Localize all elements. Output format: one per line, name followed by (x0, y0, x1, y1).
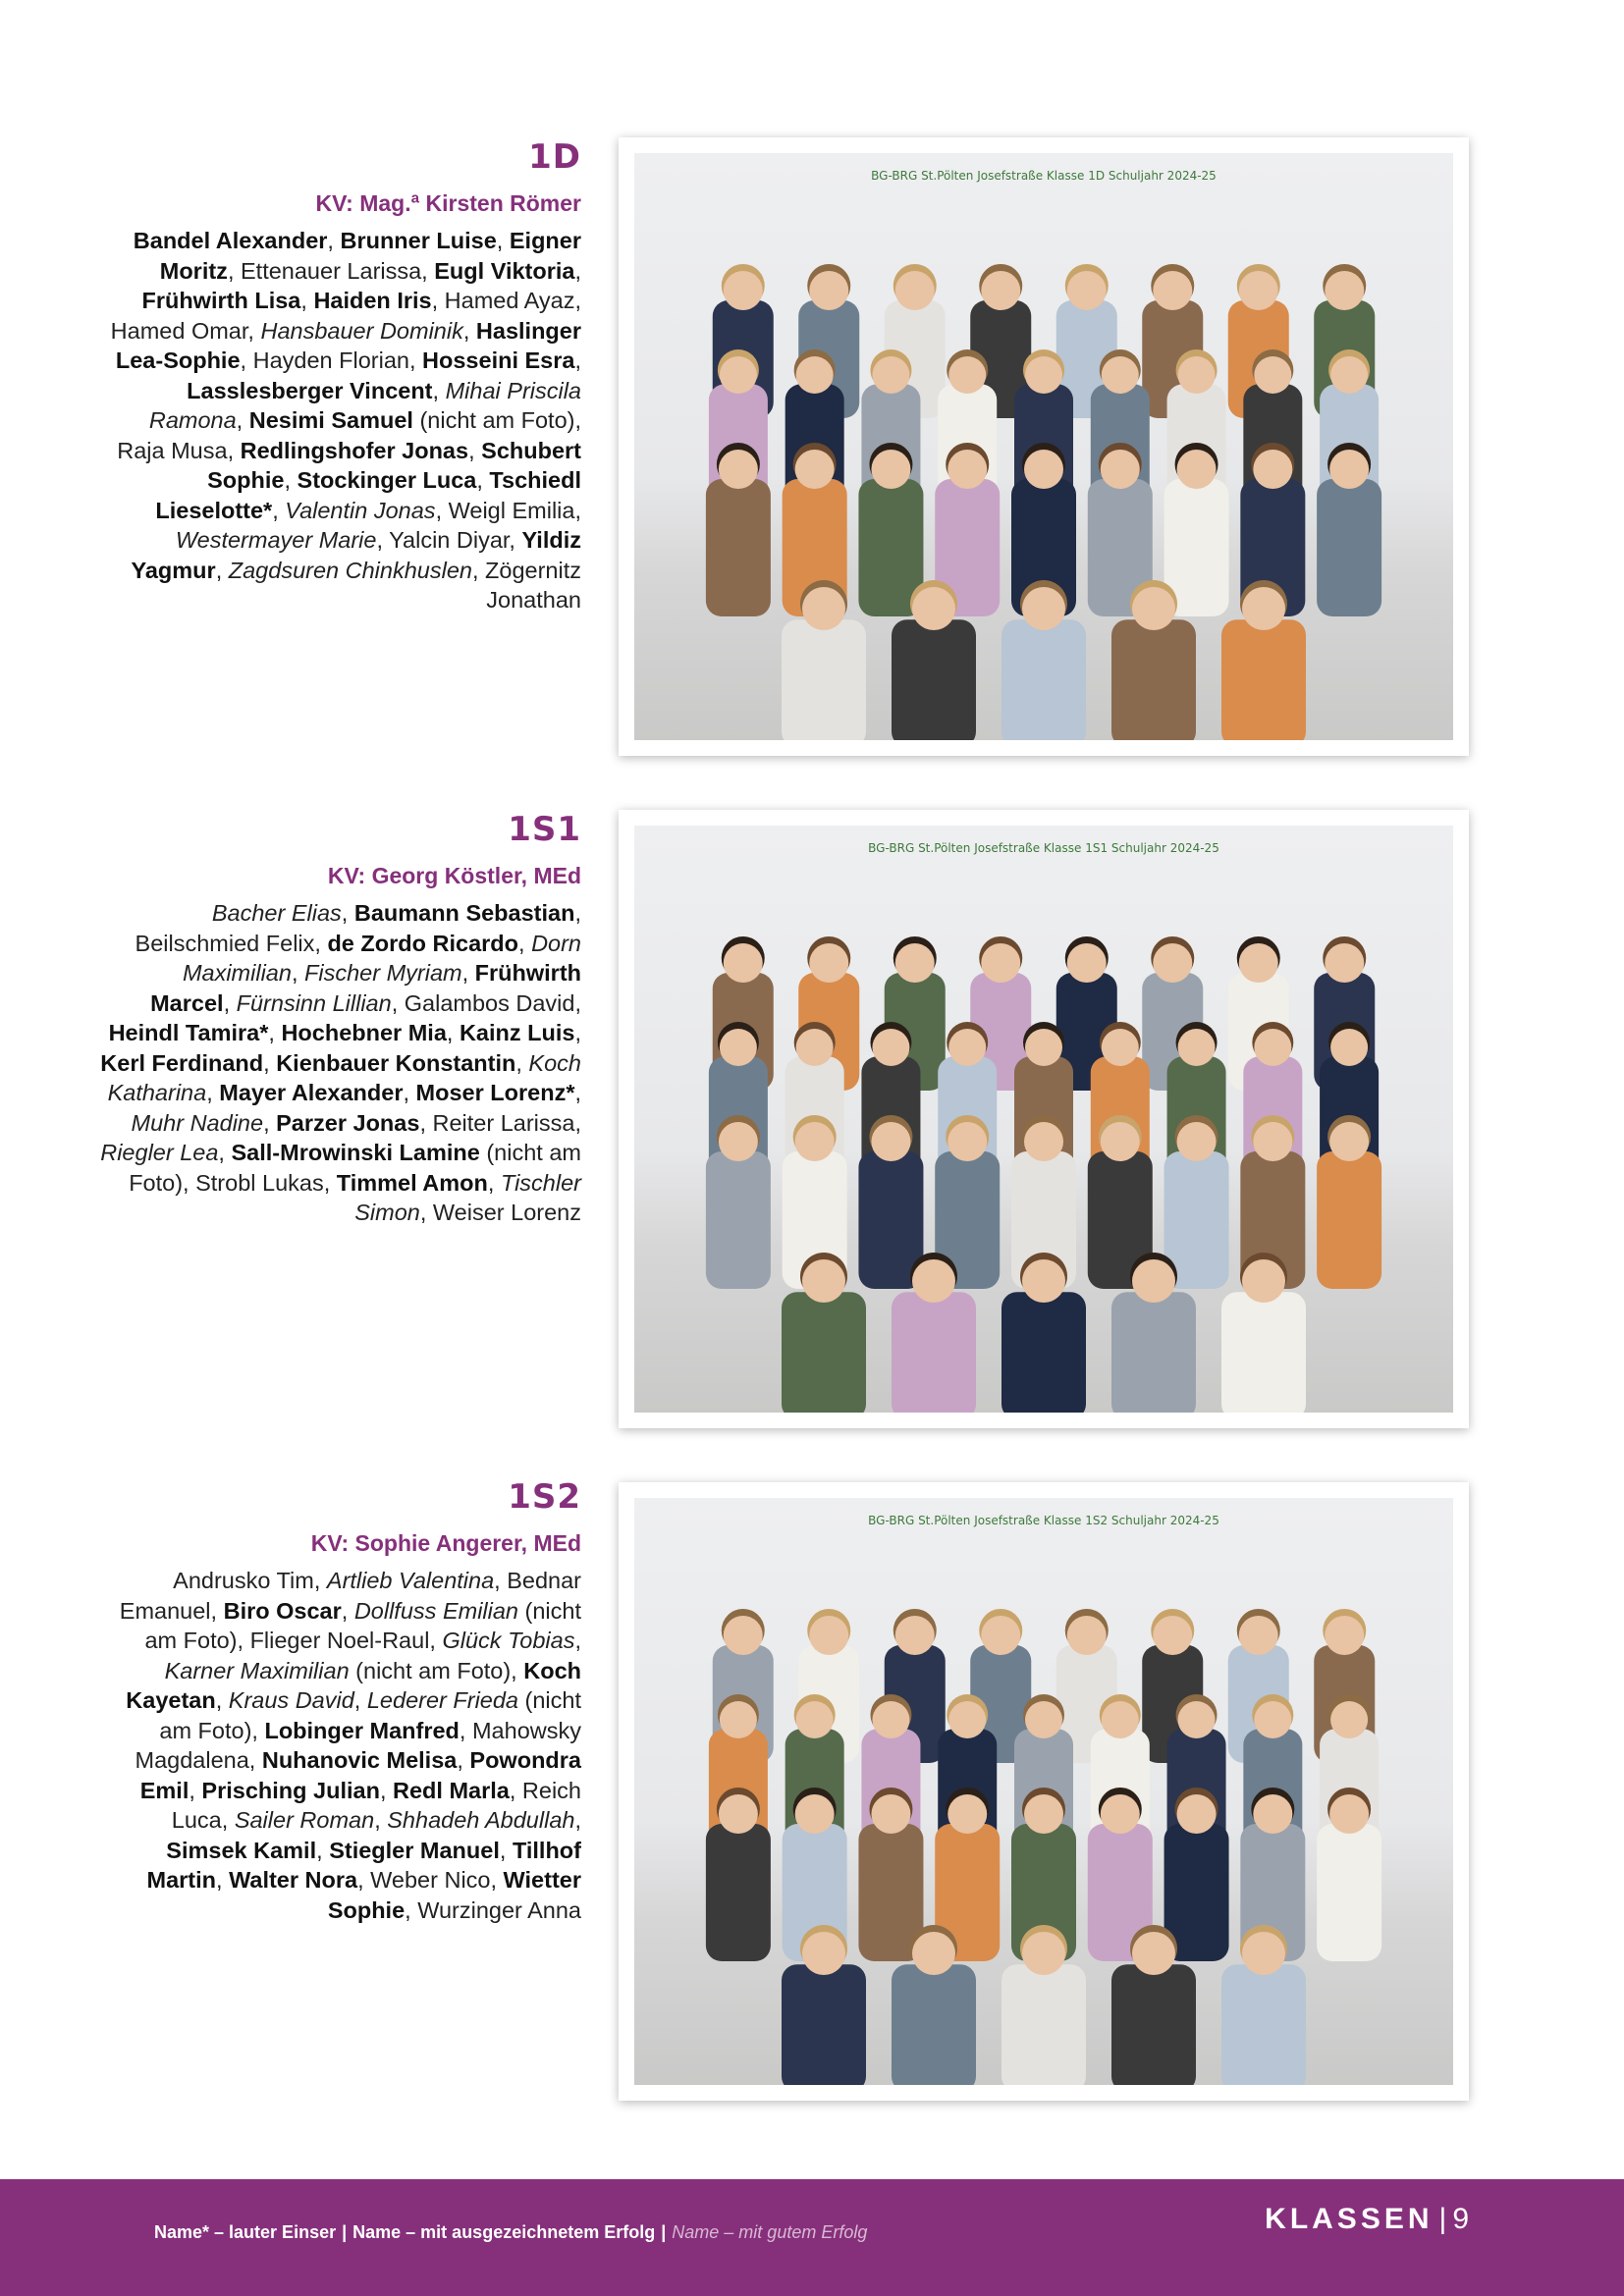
person-head (1024, 450, 1063, 489)
person-head (1330, 1701, 1368, 1738)
name-text: , (215, 1687, 229, 1713)
name-text: , (218, 1140, 232, 1165)
name-text: , Zögernitz Jonathan (471, 557, 581, 613)
page-marker (1265, 2203, 1469, 2236)
name-text: , (263, 1049, 277, 1076)
person-head (1329, 1122, 1369, 1161)
student-name: Tschiedl Lieselotte* (155, 467, 581, 523)
person-head (1177, 450, 1217, 489)
grade-legend (154, 2222, 867, 2243)
name-text: , (499, 1837, 513, 1863)
person-body (1221, 1964, 1306, 2085)
student-name: Tischler Simon (354, 1169, 581, 1225)
person-head (1178, 1029, 1216, 1066)
student-name: Karner Maximilian (164, 1657, 350, 1683)
person-head (1254, 356, 1291, 394)
student-name: Dollfuss Emilian (353, 1597, 518, 1624)
person-head (1025, 1029, 1062, 1066)
name-text: , (446, 1020, 460, 1045)
person-body (1317, 479, 1381, 616)
name-text: , (284, 467, 298, 493)
person-body (706, 479, 771, 616)
name-text: , (300, 288, 314, 313)
name-text: (nicht am Foto), (349, 1657, 524, 1683)
class-teacher: KV: Georg Köstler, MEd (327, 863, 581, 888)
name-text: (nicht am Foto), Raja Musa, (117, 407, 581, 463)
person-body (1111, 1292, 1196, 1413)
student-name: Hansbauer Dominik (260, 317, 463, 344)
person-head (796, 356, 834, 394)
student-name: Stockinger Luca (297, 467, 477, 493)
person-body (782, 1292, 866, 1413)
student-name: Redl Marla (393, 1777, 510, 1803)
student-name: Biro Oscar (223, 1597, 342, 1624)
person-head (724, 1616, 763, 1655)
class-info (98, 137, 581, 615)
class-title: 1S1 (508, 810, 581, 849)
name-text: Andrusko Tim, (173, 1568, 327, 1593)
person-head (795, 450, 835, 489)
name-text: , (215, 557, 229, 583)
student-name: Mayer Alexander (219, 1080, 404, 1105)
name-text: , (574, 257, 581, 284)
class-photo (634, 826, 1453, 1413)
person-body (1001, 1292, 1086, 1413)
student-name: Lasslesberger Vincent (187, 377, 433, 403)
person-body (892, 1964, 976, 2085)
student-name: Shhadeh Abdullah (387, 1807, 575, 1833)
student-list (98, 226, 581, 615)
person-head (1067, 943, 1107, 983)
person-head (1254, 1701, 1291, 1738)
student-name: Schubert Sophie (207, 437, 581, 493)
person-head (872, 1029, 909, 1066)
person-body (892, 619, 976, 740)
person-head (1177, 1794, 1217, 1834)
person-head (1025, 356, 1062, 394)
name-text: , (341, 1597, 354, 1624)
person-head (1329, 1794, 1369, 1834)
person-head (1132, 1932, 1175, 1975)
name-text: , Mahowsky Magdalena, (135, 1717, 581, 1773)
person-head (1067, 1616, 1107, 1655)
person-head (1239, 943, 1278, 983)
person-body (1221, 1292, 1306, 1413)
name-text: , Yalcin Diyar, (376, 527, 522, 553)
student-name: Heindl Tamira* (108, 1020, 269, 1045)
student-name: Glück Tobias (442, 1628, 575, 1653)
photo-caption: BG-BRG St.Pölten Josefstraße Klasse 1S1 Schuljahr 2024-25 (868, 841, 1219, 855)
name-text: , (515, 1049, 529, 1076)
name-text: , Ettenauer Larissa, (227, 257, 435, 284)
person-head (802, 587, 845, 630)
person-head (1253, 450, 1292, 489)
student-name: Redlingshofer Jonas (240, 437, 469, 463)
person-body (706, 1151, 771, 1289)
class-title: 1S2 (508, 1477, 581, 1517)
person-head (1239, 1616, 1278, 1655)
student-name: Koch Katharina (107, 1049, 581, 1105)
name-text: , (272, 497, 286, 523)
group-photo-illustration (634, 1498, 1453, 2085)
person-head (719, 450, 758, 489)
name-text: , Wurzinger Anna (405, 1896, 581, 1923)
person-head (912, 587, 955, 630)
student-name: Haslinger Lea-Sophie (115, 317, 581, 373)
class-title: 1D (528, 137, 581, 177)
name-text: , (263, 1109, 277, 1136)
name-text: , Weigl Emilia, (435, 497, 581, 523)
person-head (724, 943, 763, 983)
class-photo (634, 153, 1453, 740)
student-name: Timmel Amon (336, 1169, 488, 1196)
person-body (1001, 1964, 1086, 2085)
student-name: Zagdsuren Chinkhuslen (228, 557, 472, 583)
student-name: Tillhof Martin (146, 1837, 581, 1893)
person-head (1067, 271, 1107, 310)
student-name: Eigner Moritz (159, 228, 581, 284)
person-head (1242, 587, 1285, 630)
person-head (872, 1701, 909, 1738)
person-head (948, 1701, 986, 1738)
student-name: Mihai Priscila Ramona (148, 377, 581, 433)
group-photo-illustration (634, 153, 1453, 740)
student-name: Frühwirth Lisa (141, 288, 301, 313)
person-head (948, 1029, 986, 1066)
person-head (947, 1122, 987, 1161)
name-text: , Hayden Florian, (240, 347, 423, 373)
person-head (1242, 1259, 1285, 1303)
name-text: , (353, 1687, 367, 1713)
name-text: , (223, 989, 237, 1016)
name-text: (nicht am Foto), (159, 1687, 581, 1743)
name-text: , (236, 407, 249, 433)
name-text: , (574, 1080, 581, 1105)
name-text: , (341, 900, 354, 926)
name-text: , Weber Nico, (357, 1867, 504, 1893)
person-head (1022, 1932, 1065, 1975)
person-body (706, 1824, 771, 1961)
class-teacher: KV: Mag.ª Kirsten Römer (315, 190, 581, 216)
person-head (895, 1616, 935, 1655)
student-name: Kienbauer Konstantin (276, 1049, 516, 1076)
student-name: Simsek Kamil (166, 1837, 317, 1863)
group-photo-illustration (634, 826, 1453, 1413)
person-head (1025, 1701, 1062, 1738)
class-photo (634, 1498, 1453, 2085)
photo-caption: BG-BRG St.Pölten Josefstraße Klasse 1S2 Schuljahr 2024-25 (868, 1514, 1219, 1527)
person-head (720, 356, 757, 394)
name-text: (nicht am Foto), Strobl Lukas, (129, 1140, 581, 1196)
name-text: , (487, 1169, 501, 1196)
person-body (892, 1292, 976, 1413)
name-text: , Reich Luca, (171, 1777, 581, 1833)
legend-italic: Name – mit gutem Erfolg (672, 2222, 868, 2242)
person-head (1330, 356, 1368, 394)
person-head (1132, 1259, 1175, 1303)
person-head (1132, 587, 1175, 630)
person-body (1317, 1824, 1381, 1961)
person-head (724, 271, 763, 310)
person-head (1022, 587, 1065, 630)
name-text: , Weiser Lorenz (419, 1200, 581, 1225)
person-head (1153, 943, 1192, 983)
name-text: , (496, 228, 510, 253)
photo-caption: BG-BRG St.Pölten Josefstraße Klasse 1D Schuljahr 2024-25 (871, 169, 1217, 183)
section-label: KLASSEN (1265, 2203, 1434, 2235)
name-text: , Reiter Larissa, (419, 1109, 581, 1136)
person-head (981, 943, 1020, 983)
name-text: , (476, 467, 490, 493)
student-name: Hosseini Esra (422, 347, 575, 373)
person-head (1254, 1029, 1291, 1066)
class-info (98, 810, 581, 1228)
person-body (782, 1964, 866, 2085)
person-head (796, 1701, 834, 1738)
student-name: Nuhanovic Melisa (261, 1747, 458, 1773)
student-name: Kerl Ferdinand (100, 1049, 264, 1076)
legend-bold: Name – mit ausgezeichnetem Erfolg (352, 2222, 656, 2242)
student-name: Sailer Roman (234, 1807, 375, 1833)
person-head (802, 1259, 845, 1303)
person-head (981, 1616, 1020, 1655)
student-name: Walter Nora (229, 1867, 358, 1893)
student-name: Stiegler Manuel (329, 1837, 500, 1863)
student-name: Muhr Nadine (131, 1109, 264, 1136)
name-text: , (206, 1080, 220, 1105)
person-head (1102, 1029, 1139, 1066)
student-name: Bandel Alexander (133, 228, 328, 253)
person-head (1178, 356, 1216, 394)
name-text: , (379, 1777, 394, 1803)
person-head (1325, 1616, 1364, 1655)
class-photo-frame (619, 810, 1469, 1428)
student-name: Dorn Maximilian (182, 930, 581, 986)
name-text: , Hamed Ayaz, Hamed Omar, (110, 288, 581, 344)
person-head (1253, 1122, 1292, 1161)
person-head (795, 1122, 835, 1161)
person-head (1153, 271, 1192, 310)
student-list (98, 1566, 581, 1925)
student-name: Powondra Emil (139, 1747, 581, 1803)
person-head (1102, 356, 1139, 394)
name-text: , (316, 1837, 330, 1863)
student-name: Moser Lorenz* (415, 1080, 575, 1105)
person-head (895, 943, 935, 983)
page-separator: | (1438, 2203, 1447, 2235)
person-head (1177, 1122, 1217, 1161)
legend-separator: | (342, 2222, 348, 2242)
person-head (1178, 1701, 1216, 1738)
person-head (871, 450, 910, 489)
name-text: , (327, 228, 341, 253)
page-footer (0, 2179, 1624, 2296)
name-text: , (574, 347, 581, 373)
student-name: Kraus David (228, 1687, 354, 1713)
person-head (720, 1701, 757, 1738)
person-head (1325, 271, 1364, 310)
person-head (895, 271, 935, 310)
person-head (1330, 1029, 1368, 1066)
student-name: Riegler Lea (100, 1140, 219, 1165)
person-head (1022, 1259, 1065, 1303)
name-text: , (403, 1080, 416, 1105)
student-list (98, 898, 581, 1228)
person-body (782, 619, 866, 740)
name-text: , (462, 317, 476, 344)
person-head (912, 1932, 955, 1975)
person-head (1102, 1701, 1139, 1738)
person-head (720, 1029, 757, 1066)
person-body (1221, 619, 1306, 740)
student-name: Lederer Frieda (366, 1687, 518, 1713)
student-name: Koch Kayetan (126, 1657, 581, 1713)
name-text: , (461, 960, 475, 986)
person-head (1153, 1616, 1192, 1655)
person-head (948, 356, 986, 394)
person-head (872, 356, 909, 394)
person-head (871, 1122, 910, 1161)
name-text: , (189, 1777, 202, 1803)
student-name: de Zordo Ricardo (327, 930, 518, 956)
student-name: Parzer Jonas (276, 1109, 420, 1136)
page-number: 9 (1452, 2203, 1469, 2235)
person-body (1001, 619, 1086, 740)
name-text: , (291, 960, 304, 986)
student-name: Eugl Viktoria (434, 257, 575, 284)
legend-star: Name* – lauter Einser (154, 2222, 337, 2242)
student-name: Valentin Jonas (285, 497, 436, 523)
person-body (1317, 1151, 1381, 1289)
person-head (1239, 271, 1278, 310)
student-name: Fürnsinn Lillian (236, 989, 392, 1016)
person-head (796, 1029, 834, 1066)
person-head (802, 1932, 845, 1975)
name-text: , (468, 437, 482, 463)
person-head (1253, 1794, 1292, 1834)
person-head (1101, 450, 1140, 489)
name-text: , Bednar Emanuel, (119, 1568, 581, 1624)
name-text: , Galambos David, (391, 989, 581, 1016)
student-name: Bacher Elias (211, 900, 342, 926)
person-head (1024, 1794, 1063, 1834)
name-text: , Beilschmied Felix, (135, 900, 581, 956)
person-head (981, 271, 1020, 310)
person-head (719, 1122, 758, 1161)
name-text: , (518, 930, 532, 956)
person-head (1242, 1932, 1285, 1975)
name-text: , (432, 377, 446, 403)
student-name: Brunner Luise (340, 228, 497, 253)
student-name: Prisching Julian (201, 1777, 380, 1803)
name-text: , (574, 1020, 581, 1045)
person-head (1101, 1122, 1140, 1161)
person-head (871, 1794, 910, 1834)
person-head (809, 1616, 848, 1655)
name-text: , (268, 1020, 282, 1045)
name-text: (nicht am Foto), Flieger Noel-Raul, (144, 1597, 581, 1653)
student-name: Sall-Mrowinski Lamine (231, 1140, 480, 1165)
student-name: Fischer Myriam (304, 960, 462, 986)
student-name: Wietter Sophie (327, 1867, 581, 1923)
person-head (1101, 1794, 1140, 1834)
student-name: Yildiz Yagmur (131, 527, 581, 583)
student-name: Kainz Luis (459, 1020, 575, 1045)
student-name: Lobinger Manfred (264, 1717, 460, 1743)
student-name: Frühwirth Marcel (150, 960, 581, 1016)
class-photo-frame (619, 1482, 1469, 2101)
person-body (1111, 619, 1196, 740)
student-name: Artlieb Valentina (326, 1568, 495, 1593)
name-text: , (574, 1628, 581, 1653)
person-head (795, 1794, 835, 1834)
student-name: Baumann Sebastian (353, 900, 575, 926)
person-head (947, 450, 987, 489)
student-name: Nesimi Samuel (248, 407, 413, 433)
person-head (1329, 450, 1369, 489)
name-text: , (374, 1807, 388, 1833)
name-text: , (457, 1747, 470, 1773)
class-teacher: KV: Sophie Angerer, MEd (310, 1530, 581, 1556)
person-head (947, 1794, 987, 1834)
class-info (98, 1477, 581, 1925)
person-head (809, 943, 848, 983)
legend-separator: | (661, 2222, 667, 2242)
student-name: Haiden Iris (313, 288, 432, 313)
person-head (809, 271, 848, 310)
student-name: Hochebner Mia (281, 1020, 447, 1045)
person-head (719, 1794, 758, 1834)
name-text: , (216, 1867, 230, 1893)
name-text: , (574, 1807, 581, 1833)
person-head (912, 1259, 955, 1303)
person-body (1111, 1964, 1196, 2085)
person-head (1325, 943, 1364, 983)
class-photo-frame (619, 137, 1469, 756)
student-name: Westermayer Marie (175, 527, 377, 553)
person-head (1024, 1122, 1063, 1161)
